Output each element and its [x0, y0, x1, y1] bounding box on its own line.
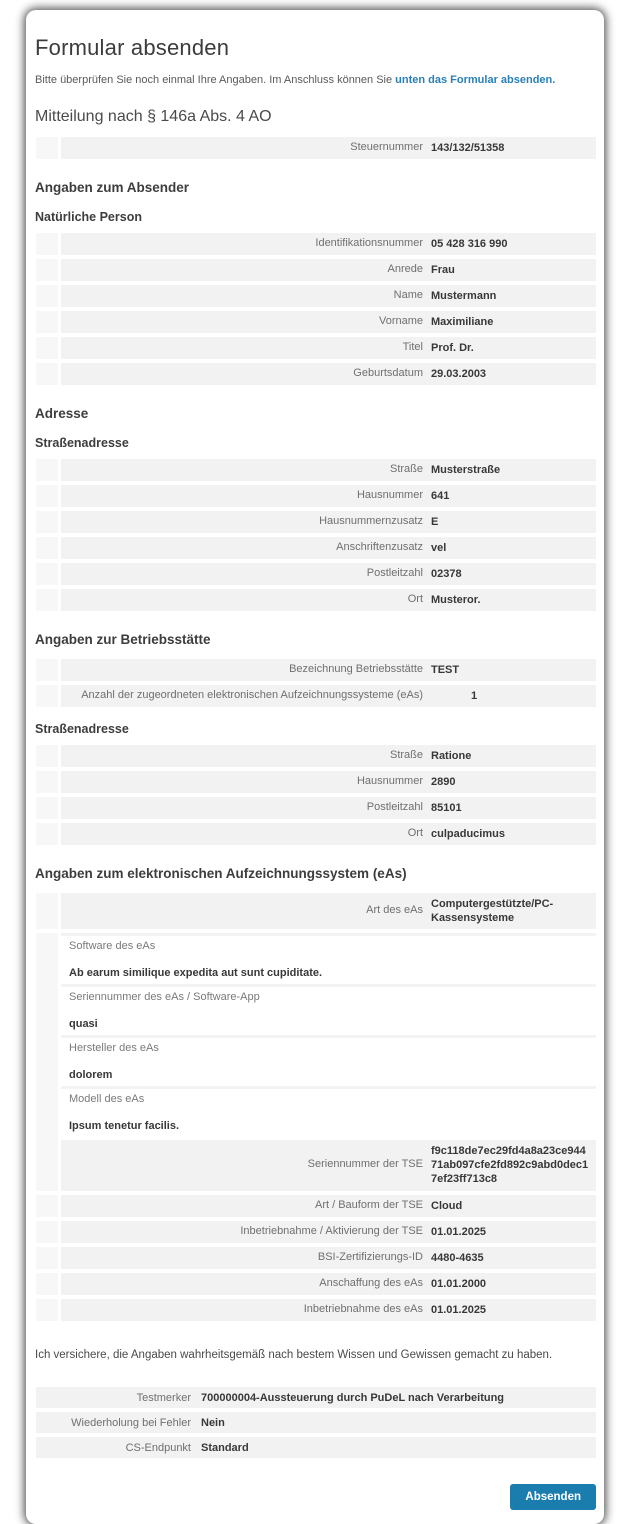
field-value: TEST [431, 663, 460, 676]
table-row [36, 285, 596, 307]
row-indent-cell [36, 233, 58, 255]
row-indent-cell [36, 589, 58, 611]
row-indent-cell [36, 1299, 58, 1321]
table-row [36, 485, 596, 507]
field-value: Musterstraße [431, 463, 501, 476]
field-label: Hausnummernzusatz [319, 514, 423, 527]
field-label: Seriennummer des eAs / Software-App [69, 990, 260, 1003]
submit-anchor-link[interactable]: unten das Formular absenden. [395, 74, 556, 86]
table-row [36, 337, 596, 359]
row-indent-cell [36, 797, 58, 819]
field-label: Hersteller des eAs [69, 1041, 159, 1054]
field-label: Name [393, 288, 423, 301]
table-row [36, 771, 596, 793]
table-row [36, 233, 596, 255]
meta-row-wiederholung [36, 1412, 596, 1433]
field-value: 01.01.2025 [431, 1303, 487, 1316]
field-label: Art des eAs [366, 903, 423, 916]
affirmation-text: Ich versichere, die Angaben wahrheitsgemäß nach bestem Wissen und Gewissen gemacht zu haben. [35, 1348, 553, 1361]
meta-row-testmerker [36, 1387, 596, 1408]
table-row-tse-seriennummer [36, 1140, 596, 1191]
table-row [36, 311, 596, 333]
field-label: Testmerker [136, 1391, 191, 1404]
row-indent-cell [36, 459, 58, 481]
row-indent-cell [36, 563, 58, 585]
field-value: E [431, 515, 439, 528]
field-value: Ratione [431, 749, 472, 762]
row-indent-cell [36, 745, 58, 767]
field-value: Prof. Dr. [431, 341, 474, 354]
section-heading-eas: Angaben zum elektronischen Aufzeichnungssystem (eAs) [35, 865, 407, 881]
subsection-heading-strassenadresse: Straßenadresse [35, 435, 129, 450]
field-label: BSI-Zertifizierungs-ID [317, 1250, 423, 1263]
row-indent-cell [36, 823, 58, 845]
field-label: Modell des eAs [69, 1092, 145, 1105]
field-label: Ort [407, 592, 423, 605]
table-row [36, 1221, 596, 1243]
field-label: Hausnummer [356, 488, 423, 501]
page-title: Formular absenden [35, 35, 230, 60]
field-value: Standard [201, 1441, 249, 1454]
field-value: 700000004-Aussteuerung durch PuDeL nach Verarbeitung [201, 1391, 505, 1404]
section-heading-adresse: Adresse [35, 405, 89, 421]
table-row [36, 563, 596, 585]
row-indent-cell [36, 659, 58, 681]
intro-text-static: Bitte überprüfen Sie noch einmal Ihre Angaben. Im Anschluss können Sie [35, 74, 396, 86]
row-indent-cell [36, 1086, 58, 1140]
field-label: Anzahl der zugeordneten elektronischen Aufzeichnungssysteme (eAs) [81, 688, 423, 701]
field-label: Steuernummer [350, 140, 423, 153]
field-value: Ab earum similique expedita aut sunt cupiditate. [69, 966, 323, 979]
block-row-hersteller [36, 1035, 596, 1086]
field-label: Ort [407, 826, 423, 839]
row-indent-cell [36, 311, 58, 333]
field-label: Straße [389, 462, 423, 475]
row-indent-cell [36, 771, 58, 793]
table-row [36, 745, 596, 767]
field-value: Musteror. [431, 593, 481, 606]
field-label: Wiederholung bei Fehler [71, 1416, 191, 1429]
field-value: dolorem [69, 1068, 113, 1081]
field-value: Cloud [431, 1199, 463, 1212]
field-value: vel [431, 541, 447, 554]
row-indent-cell [36, 337, 58, 359]
field-label: Anrede [387, 262, 423, 275]
field-label: Postleitzahl [366, 566, 423, 579]
row-indent-cell [36, 259, 58, 281]
field-value: 1 [471, 689, 478, 702]
form-review-card [26, 10, 604, 1524]
field-value: 02378 [431, 567, 462, 580]
table-row [36, 823, 596, 845]
meta-row-cs-endpunkt [36, 1437, 596, 1458]
table-row [36, 1299, 596, 1321]
field-value: Mustermann [431, 289, 497, 302]
field-label: Seriennummer der TSE [307, 1158, 423, 1171]
row-indent-cell [36, 1273, 58, 1295]
field-label: Inbetriebnahme des eAs [303, 1302, 423, 1315]
row-indent-cell [36, 285, 58, 307]
field-value: culpaducimus [431, 827, 505, 840]
row-indent-cell [36, 893, 58, 929]
field-value: 143/132/51358 [431, 141, 505, 154]
row-indent-cell [36, 137, 58, 159]
row-indent-cell [36, 1035, 58, 1086]
subsection-heading-natuerliche-person: Natürliche Person [35, 209, 142, 224]
field-value: 2890 [431, 775, 456, 788]
field-value: 05 428 316 990 [431, 237, 508, 250]
table-row [36, 459, 596, 481]
block-row-modell [36, 1086, 596, 1140]
field-value: 01.01.2000 [431, 1277, 487, 1290]
field-label: Software des eAs [69, 939, 156, 952]
block-row-software [36, 933, 596, 984]
block-row-seriennummer-software [36, 984, 596, 1035]
row-indent-cell [36, 984, 58, 1035]
table-row [36, 685, 596, 707]
row-indent-cell [36, 1140, 58, 1191]
row-indent-cell [36, 1221, 58, 1243]
field-label: Hausnummer [356, 774, 423, 787]
field-value: 85101 [431, 801, 462, 814]
table-row [36, 1247, 596, 1269]
field-value: quasi [69, 1017, 98, 1030]
field-value: Ipsum tenetur facilis. [69, 1119, 180, 1132]
field-label: Inbetriebnahme / Aktivierung der TSE [240, 1224, 423, 1237]
field-label: Art / Bauform der TSE [314, 1198, 423, 1211]
form-title: Mitteilung nach § 146a Abs. 4 AO [35, 107, 272, 125]
field-value: 4480-4635 [431, 1251, 484, 1264]
field-label: Identifikationsnummer [315, 236, 423, 249]
row-indent-cell [36, 511, 58, 533]
table-row-steuernummer [36, 137, 596, 159]
section-heading-absender: Angaben zum Absender [35, 179, 190, 195]
field-label: Vorname [378, 314, 423, 327]
field-value: Nein [201, 1416, 225, 1429]
field-label: Straße [389, 748, 423, 761]
subsection-heading-strassenadresse-betrieb: Straßenadresse [35, 721, 129, 736]
row-indent-cell [36, 537, 58, 559]
table-row [36, 363, 596, 385]
field-value: Frau [431, 263, 455, 276]
intro-text [35, 73, 594, 88]
table-row [36, 589, 596, 611]
field-label: Titel [402, 340, 423, 353]
field-value: f9c118de7ec29fd4a8a23ce94471ab097cfe2fd892c9abd0dec17ef23ff713c8 [431, 1144, 589, 1186]
table-row [36, 659, 596, 681]
button-bar [36, 1484, 596, 1510]
row-indent-cell [36, 485, 58, 507]
row-indent-cell [36, 685, 58, 707]
table-row [36, 537, 596, 559]
field-label: CS-Endpunkt [125, 1441, 191, 1454]
row-indent-cell [36, 933, 58, 984]
table-row [36, 259, 596, 281]
field-value: 29.03.2003 [431, 367, 487, 380]
table-row [36, 1195, 596, 1217]
row-indent-cell [36, 1247, 58, 1269]
table-row-art-des-eas [36, 893, 596, 929]
field-label: Anschaffung des eAs [319, 1276, 423, 1289]
table-row [36, 511, 596, 533]
row-indent-cell [36, 363, 58, 385]
section-heading-betriebsstaette: Angaben zur Betriebsstätte [35, 631, 211, 647]
table-row [36, 1273, 596, 1295]
field-label: Anschriftenzusatz [336, 540, 423, 553]
field-label: Geburtsdatum [353, 366, 423, 379]
submit-button[interactable]: Absenden [510, 1484, 596, 1510]
field-label: Bezeichnung Betriebsstätte [289, 662, 423, 675]
field-value: Maximiliane [431, 315, 494, 328]
field-value: Computergestützte/PC-Kassensysteme [431, 897, 554, 924]
field-value: 01.01.2025 [431, 1225, 487, 1238]
field-label: Postleitzahl [366, 800, 423, 813]
table-row [36, 797, 596, 819]
row-indent-cell [36, 1195, 58, 1217]
field-value: 641 [431, 489, 450, 502]
